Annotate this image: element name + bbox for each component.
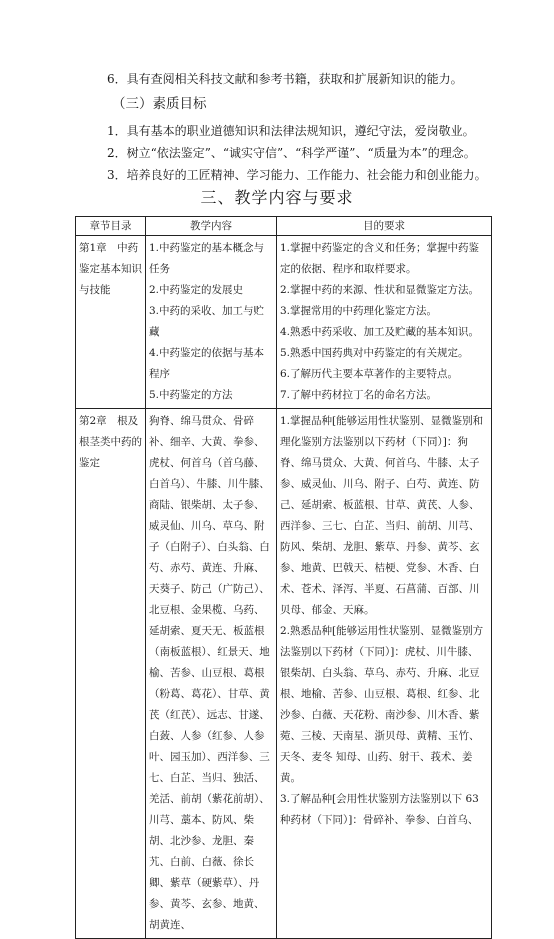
content-cell: 狗脊、绵马贯众、骨碎补、细辛、大黄、拳参、虎杖、何首乌（首乌藤、白首乌）、牛膝、川牛膝、商陆、银柴胡、太子参、威灵仙、川乌、草乌、附子（白附子）、白头翁、白芍、赤芍、黄连、升麻、天葵子、防己（广防己）、北豆根、金果榄、乌药、延胡索、夏天无、板蓝根（南板蓝根）、红景天、地榆、苦参、山豆根、葛根（粉葛、葛花）、甘草、黄芪（红芪）、远志、甘遂、白蔹、人参（红参、人参叶、园玉加）、西洋参、三七、白芷、当归、独活、羌活、前胡（紫花前胡）、川芎、藁本、防风、柴胡、北沙参、龙胆、秦艽、白前、白薇、徐长卿、紫草（硬紫草）、丹参、黄芩、玄参、地黄、胡黄连、 bbox=[146, 409, 277, 939]
quality-item-2: 2．树立“依法鉴定”、“诚实守信”、“科学严谨”、“质量为本”的理念。 bbox=[107, 146, 476, 160]
requirements-cell bbox=[277, 236, 492, 409]
requirement-item: 2.掌握中药的来源、性状和显微鉴定方法。 bbox=[280, 284, 480, 296]
content-item: 4.中药鉴定的依据与基本程序 bbox=[149, 347, 265, 380]
quality-item-3: 3．培养良好的工匠精神、学习能力、工作能力、社会能力和创业能力。 bbox=[107, 168, 487, 182]
content-item: 1.中药鉴定的基本概念与任务 bbox=[149, 242, 265, 275]
requirement-item: 7.了解中药材拉丁名的命名方法。 bbox=[280, 389, 438, 401]
requirement-item: 3.了解品种[会用性状鉴别方法鉴别以下 63 种药材（下同）]：骨碎补、拳参、白首乌、 bbox=[280, 793, 479, 826]
table-row bbox=[76, 236, 492, 409]
header-chapter: 章节目录 bbox=[76, 217, 146, 236]
requirements-cell bbox=[277, 409, 492, 939]
requirement-item: 1.掌握中药鉴定的含义和任务；掌握中药鉴定的依据、程序和取样要求。 bbox=[280, 242, 480, 275]
header-content: 教学内容 bbox=[146, 217, 277, 236]
chapter-cell: 第1章 中药鉴定基本知识与技能 bbox=[76, 236, 146, 409]
requirement-item: 3.掌握常用的中药理化鉴定方法。 bbox=[280, 305, 438, 317]
header-requirements: 目的要求 bbox=[277, 217, 492, 236]
requirement-item: 2.熟悉品种[能够运用性状鉴别、显微鉴别方法鉴别以下药材（下同）]：虎杖、川牛膝、银柴胡、白头翁、草乌、赤芍、升麻、北豆根、地榆、苦参、山豆根、葛根、红参、北沙参、白薇、天花粉、南沙参、川木香、紫菀、三棱、天南星、浙贝母、黄精、玉竹、天冬、麦冬 知母、山药、射干、莪术、姜黄。 bbox=[280, 625, 484, 784]
requirement-item: 6.了解历代主要本草著作的主要特点。 bbox=[280, 368, 459, 380]
content-item: 2.中药鉴定的发展史 bbox=[149, 284, 244, 296]
content-cell bbox=[146, 236, 277, 409]
table-header-row bbox=[76, 217, 492, 236]
requirement-item: 4.熟悉中药采收、加工及贮藏的基本知识。 bbox=[280, 326, 480, 338]
table-row bbox=[76, 409, 492, 939]
requirement-item: 1.掌握品种[能够运用性状鉴别、显微鉴别和理化鉴别方法鉴别以下药材（下同）]：狗脊、绵马贯众、大黄、何首乌、牛膝、太子参、威灵仙、川乌、附子、白芍、黄连、防己、延胡索、板蓝根、甘草、黄芪、人参、西洋参、三七、白芷、当归、前胡、川芎、防风、柴胡、龙胆、紫草、丹参、黄芩、玄参、地黄、巴戟天、桔梗、党参、木香、白术、苍术、泽泻、半夏、石菖蒲、百部、川贝母、郁金、天麻。 bbox=[280, 415, 484, 616]
intro-item-6: 6．具有查阅相关科技文献和参考书籍，获取和扩展新知识的能力。 bbox=[107, 72, 463, 86]
chapter-cell: 第2章 根及根茎类中药的鉴定 bbox=[76, 409, 146, 939]
quality-item-1: 1．具有基本的职业道德知识和法律法规知识，遵纪守法，爱岗敬业。 bbox=[107, 124, 475, 138]
curriculum-table bbox=[75, 216, 492, 939]
quality-section-title: （三）素质目标 bbox=[112, 96, 207, 112]
content-item: 5.中药鉴定的方法 bbox=[149, 389, 233, 401]
content-item: 3.中药的采收、加工与贮藏 bbox=[149, 305, 265, 338]
main-heading: 三、教学内容与要求 bbox=[200, 188, 354, 207]
requirement-item: 5.熟悉中国药典对中药鉴定的有关规定。 bbox=[280, 347, 469, 359]
